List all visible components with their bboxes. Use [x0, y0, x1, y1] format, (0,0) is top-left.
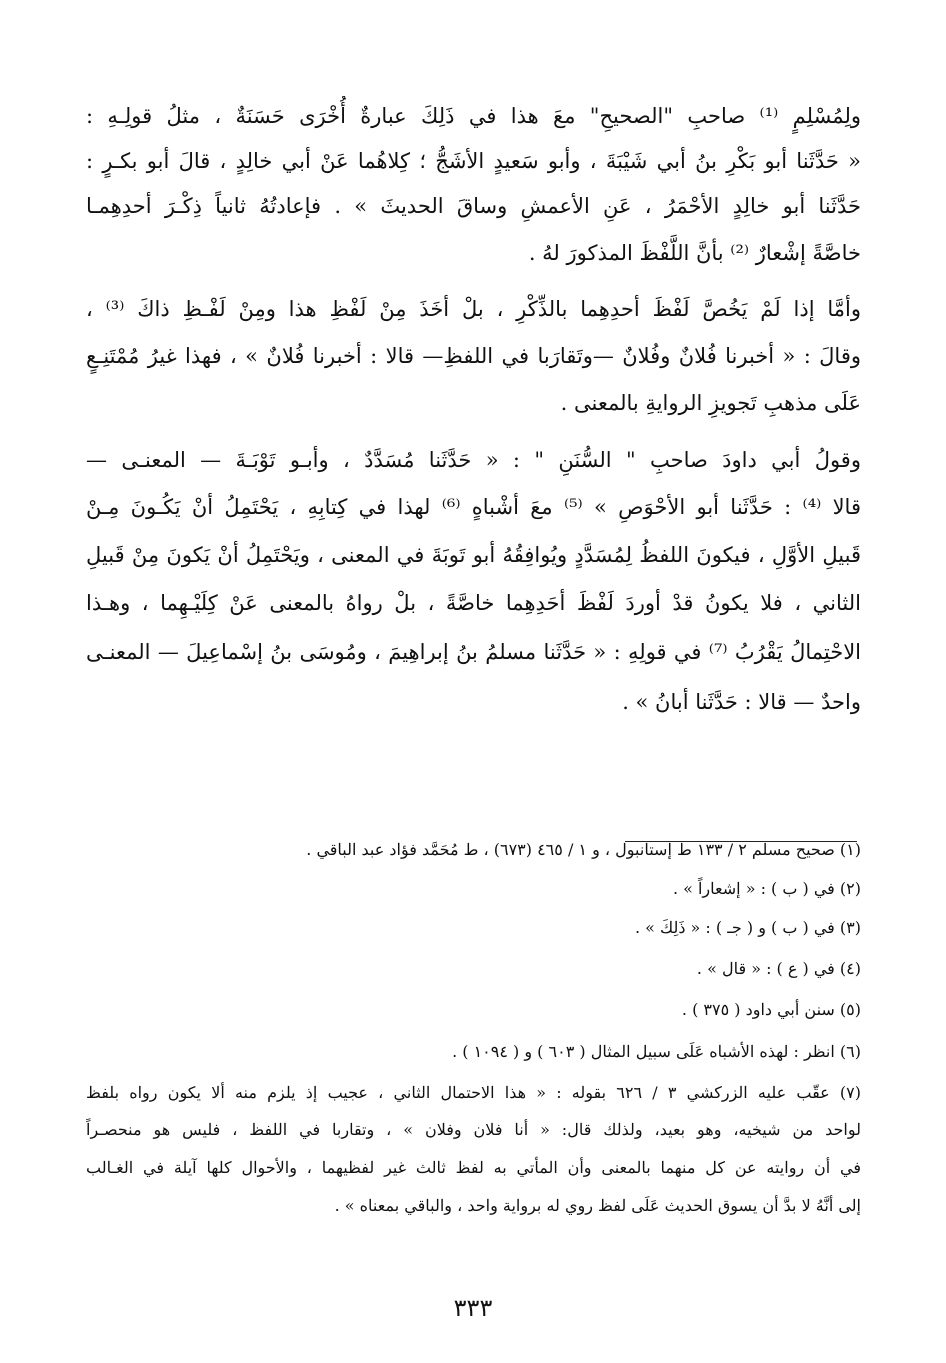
footnote: (٣) في ( ب ) و ( جـ ) : « ذَلِكَ » .: [634, 918, 861, 937]
page-number: ٣٣٣: [453, 1294, 493, 1322]
footnote: (٥) سنن أبي داود ( ٣٧٥ ) .: [681, 1000, 861, 1019]
body-line: الثاني ، فلا يكونُ قدْ أوردَ لَفْظَ أحَدِهِما خاصَّةً ، بلْ رواهُ بالمعنى عَنْ كِلَيْـهِما ، وهـذا: [86, 591, 861, 615]
body-line: وقالَ : « أخبرنا فُلانٌ وفُلانٌ —وتَقارَبا في اللفظِ— قالا : أخبرنا فُلانٌ » ، فهذا غيرُ مُمْتَنِـعٍ: [86, 344, 861, 368]
footnote: (٢) في ( ب ) : « إشعاراً » .: [672, 879, 861, 898]
footnote-continuation: لواحد من شيخيه، وهو بعيد، ولذلك قال: « أنا فلان وفلان » ، وتقاربا في اللفظ ، فليس هو منحصـراً: [86, 1120, 861, 1139]
body-line: قَبيلِ الأوَّلِ ، فيكونَ اللفظُ لِمُسَدَّدٍ ويُوافِقُهُ أبو تَوبَةَ في المعنى ، ويَحْتَمِلُ أنْ يَكونَ مِنْ قَبيلِ: [86, 543, 861, 567]
body-line: ولِمُسْلِمٍ ⁽¹⁾ صاحبِ "الصحيحِ" معَ هذا في ذَلِكَ عبارةٌ أُخْرَى حَسَنَةٌ ، مثلُ قولِـهِ :: [86, 104, 861, 128]
body-line: وقولُ أبي داودَ صاحبِ " السُّنَنِ " : « حَدَّثَنا مُسَدَّدٌ ، وأبـو تَوْبَـةَ — المعنـى —: [86, 448, 861, 472]
footnote: (١) صحيح مسلم ٢ / ١٣٣ ط إستانبول ، و ١ / ٤٦٥ (٦٧٣) ، ط مُحَمَّد فؤاد عبد الباقي .: [306, 840, 861, 859]
body-line: قالا ⁽⁴⁾ : حَدَّثَنا أبو الأحْوَصِ » ⁽⁵⁾ معَ أشْباهٍ ⁽⁶⁾ لهذا في كِتابِهِ ، يَحْتَمِلُ أنْ يَكُـونَ مِـنْ: [86, 495, 861, 519]
footnote: (٤) في ( ع ) : « قال » .: [696, 959, 861, 978]
body-line: وأمَّا إذا لَمْ يَخُصَّ لَفْظَ أحدِهِما بالذِّكْرِ ، بلْ أخَذَ مِنْ لَفْظِ هذا ومِنْ لَفْـظِ ذاكَ ⁽³⁾ ،: [86, 297, 861, 321]
footnote-continuation: إلى أنَّهُ لا بدَّ أن يسوق الحديث عَلَى لفظ روي له برواية واحد ، والباقي بمعناه » .: [334, 1196, 861, 1215]
body-line: الاحْتِمالُ يَقْرُبُ ⁽⁷⁾ في قولِهِ : « حَدَّثَنا مسلمُ بنُ إبراهِيمَ ، ومُوسَى بنُ إسْماعِيلَ — المعنـى: [86, 640, 861, 664]
body-line: عَلَى مذهبِ تَجويزِ الروايةِ بالمعنى .: [560, 391, 861, 415]
body-line: واحدٌ — قالا : حَدَّثَنا أبانُ » .: [622, 690, 861, 714]
body-line: « حَدَّثَنا أبو بَكْرِ بنُ أبي شَيْبَةَ ، وأبو سَعيدٍ الأشَجُّ ؛ كِلاهُما عَنْ أبي خالِدٍ ، قالَ أبو بكـرٍ :: [86, 149, 861, 173]
footnote: (٧) عقّب عليه الزركشي ٣ / ٦٢٦ بقوله : « هذا الاحتمال الثاني ، عجيب إذ يلزم منه ألا يكون رواه بلفظ: [86, 1083, 861, 1102]
body-line: حَدَّثَنا أبو خالِدٍ الأحْمَرُ ، عَنِ الأعمشِ وساقَ الحديثَ » . فإعادتُهُ ثانياً ذِكْـرَ أحدِهِمـا: [86, 194, 861, 218]
footnote-continuation: في أن روايته عن كل منهما بالمعنى وأن المأتي به لفظ ثالث غير لفظيهما ، والأحوال كلها آيلة في الغـالب: [86, 1158, 861, 1177]
footnote: (٦) انظر : لهذه الأشباه عَلَى سبيل المثال ( ٦٠٣ ) و ( ١٠٩٤ ) .: [452, 1042, 861, 1061]
body-line: خاصَّةً إشْعارٌ ⁽²⁾ بأنَّ اللَّفْظَ المذكورَ لهُ .: [528, 241, 861, 265]
